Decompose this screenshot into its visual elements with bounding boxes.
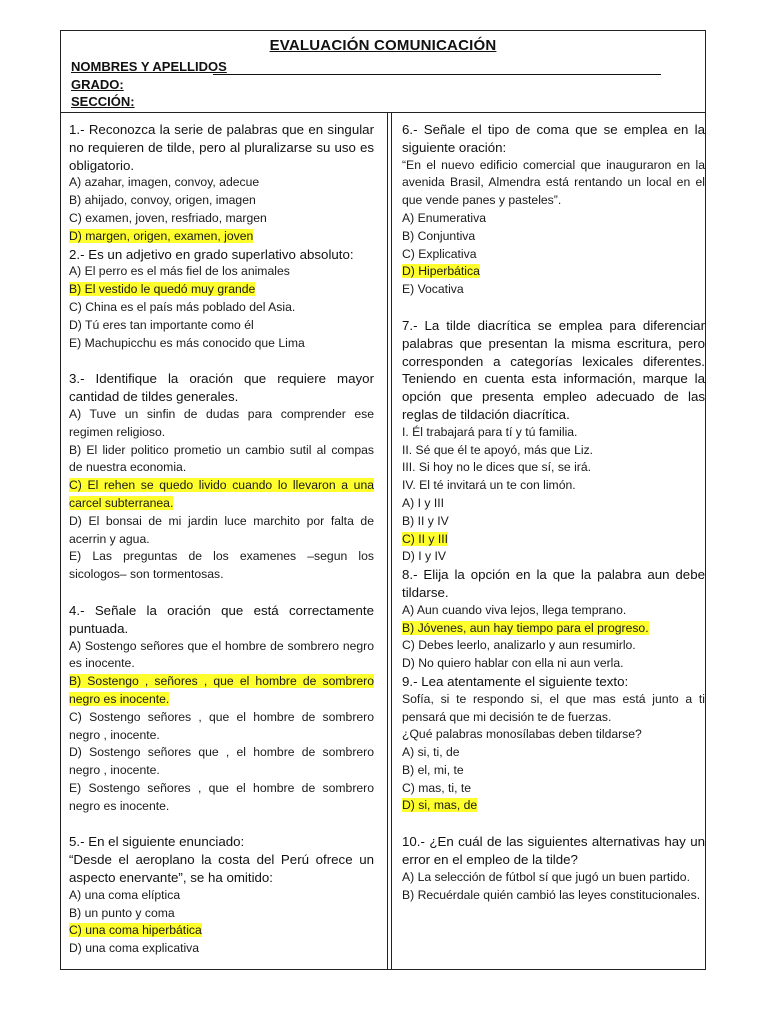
q1-option-c: C) examen, joven, resfriado, margen [69,210,267,225]
q4-option-e: E) Sostengo señores , que el hombre de sombrero negro es inocente. [69,780,374,813]
q9-option-d-highlighted: D) si, mas, de [402,798,478,813]
q7-option-d: D) I y IV [402,549,447,564]
q2-option-a: A) El perro es el más fiel de los animales [69,264,290,279]
q4-option-b-highlighted: B) Sostengo , señores , que el hombre de sombrero negro es inocente. [69,674,374,706]
column-divider [387,113,388,969]
q6-option-b: B) Conjuntiva [402,228,476,243]
q1-option-a: A) azahar, imagen, convoy, adecue [69,175,260,190]
q8-option-d: D) No quiero hablar con ella ni aun verla. [402,656,624,671]
q9-text: Sofía, si te respondo si, el que mas está junto a ti pensará que mi decisión te de fuerzas. [402,691,705,724]
q7-statement-i: I. Él trabajará para tí y tú familia. [402,424,578,439]
q2-option-b-highlighted: B) El vestido le quedó muy grande [69,282,256,297]
q9-question: ¿Qué palabras monosílabas deben tildarse? [402,727,642,742]
q2-option-e: E) Machupicchu es más conocido que Lima [69,335,305,350]
q7-statement-iv: IV. El té invitará un te con limón. [402,478,576,493]
question-5-stem: 5.- En el siguiente enunciado: [69,834,245,850]
q5-option-a: A) una coma elíptica [69,887,181,902]
q6-option-d-highlighted: D) Hiperbática [402,264,480,279]
left-column [69,121,374,963]
q7-option-a: A) I y III [402,495,444,510]
question-9-stem: 9.- Lea atentamente el siguiente texto: [402,673,629,689]
q2-option-c: C) China es el país más poblado del Asia. [69,299,296,314]
q3-option-c-highlighted: C) El rehen se quedo livido cuando lo llevaron a una carcel subterranea. [69,478,374,510]
q9-option-b: B) el, mi, te [402,762,464,777]
question-1-stem: 1.- Reconozca la serie de palabras que en singular no requieren de tilde, pero al pluralizarse su uso es obligatorio. [69,122,374,173]
q6-option-e: E) Vocativa [402,282,464,297]
q5-option-c-highlighted: C) una coma hiperbática [69,923,202,938]
names-blank-line [213,74,661,75]
q5-option-d: D) una coma explicativa [69,941,200,956]
section-label: SECCIÓN: [71,94,135,109]
q10-option-b: B) Recuérdale quién cambió las leyes constitucionales. [402,887,701,902]
q1-option-b: B) ahijado, convoy, origen, imagen [69,193,256,208]
q7-statement-ii: II. Sé que él te apoyó, más que Liz. [402,442,594,457]
q7-option-b: B) II y IV [402,513,449,528]
question-6-quote: “En el nuevo edificio comercial que inauguraron en la avenida Brasil, Almendra está rentando un local en el que vende panes y pasteles”. [402,157,705,208]
column-divider-inner [391,113,392,969]
exam-header [61,31,705,113]
q5-option-b: B) un punto y coma [69,905,175,920]
names-label: NOMBRES Y APELLIDOS [71,59,227,74]
q10-option-a: A) La selección de fútbol sí que jugó un buen partido. [402,869,690,884]
q3-option-a: A) Tuve un sinfin de dudas para comprender ese regimen religioso. [69,406,374,439]
q9-option-c: C) mas, ti, te [402,780,472,795]
question-4-stem: 4.- Señale la oración que está correctamente puntuada. [69,602,374,636]
q2-option-d: D) Tú eres tan importante como él [69,317,254,332]
right-column [402,121,705,963]
q3-option-e: E) Las preguntas de los examenes –segun los sicologos– son tormentosas. [69,549,374,582]
q4-option-d: D) Sostengo señores que , el hombre de sombrero negro , inocente. [69,745,374,778]
exam-title: EVALUACIÓN COMUNICACIÓN [269,37,497,54]
question-6-stem: 6.- Señale el tipo de coma que se emplea en la siguiente oración: [402,122,705,155]
q9-option-a: A) si, ti, de [402,745,460,760]
q8-option-b-highlighted: B) Jóvenes, aun hay tiempo para el progreso. [402,620,649,635]
q3-option-b: B) El lider politico prometio un cambio sutil al compas de nuestra economia. [69,442,374,475]
q4-option-a: A) Sostengo señores que el hombre de sombrero negro es inocente. [69,638,374,671]
q3-option-d: D) El bonsai de mi jardin luce marchito por falta de acerrin y agua. [69,513,374,546]
question-3-stem: 3.- Identifique la oración que requiere mayor cantidad de tildes generales. [69,371,374,405]
q7-statement-iii: III. Si hoy no le dices que sí, se irá. [402,460,592,475]
q6-option-c: C) Explicativa [402,246,477,261]
grade-label: GRADO: [71,77,124,92]
question-10-stem: 10.- ¿En cuál de las siguientes alternativas hay un error en el empleo de la tilde? [402,834,705,868]
question-5-quote: “Desde el aeroplano la costa del Perú ofrece un aspecto enervante”, se ha omitido: [69,852,374,886]
exam-sheet [60,30,706,970]
question-8-stem: 8.- Elija la opción en la que la palabra aun debe tildarse. [402,567,705,600]
q6-option-a: A) Enumerativa [402,210,486,225]
question-7-stem: 7.- La tilde diacrítica se emplea para diferenciar palabras que presentan la misma escritura, pero corresponden a categorías lexicales diferentes. Teniendo en cuenta esta información, marque la opción que presenta empleo adecuado de las reglas de tildación diacrítica. [402,317,705,422]
q7-option-c-highlighted: C) II y III [402,531,449,546]
q4-option-c: C) Sostengo señores , que el hombre de sombrero negro , inocente. [69,709,374,742]
question-2-stem: 2.- Es un adjetivo en grado superlativo absoluto: [69,246,354,262]
q1-option-d-highlighted: D) margen, origen, examen, joven [69,228,254,243]
q8-option-a: A) Aun cuando viva lejos, llega temprano. [402,602,627,617]
q8-option-c: C) Debes leerlo, analizarlo y aun resumirlo. [402,638,636,653]
